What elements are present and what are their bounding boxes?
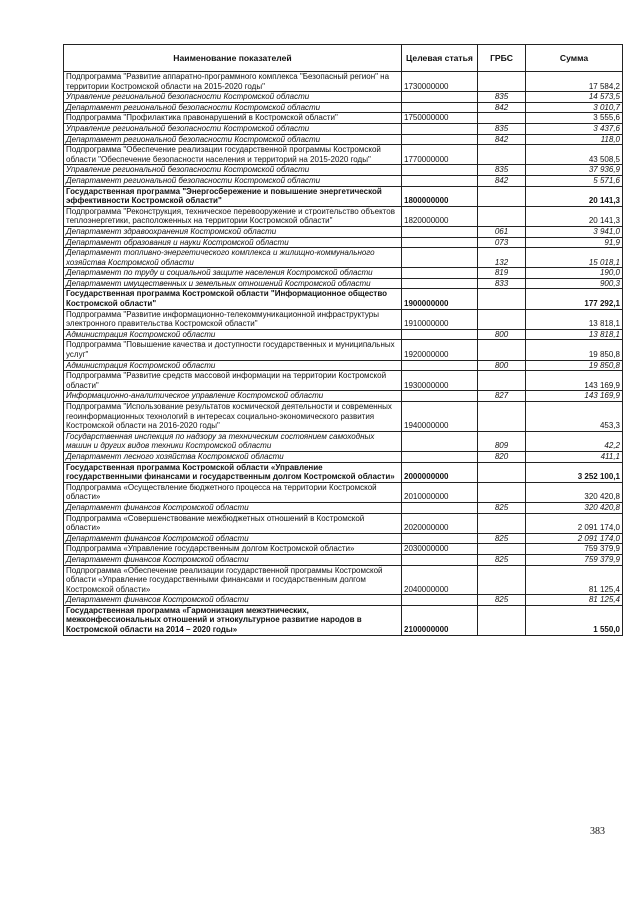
cell-sum: 143 169,9 bbox=[526, 391, 623, 402]
cell-target-article: 1730000000 bbox=[402, 72, 478, 92]
table-row bbox=[64, 533, 623, 544]
cell-name: Государственная программа "Энергосбережение и повышение энергетической эффективности Костромской области" bbox=[64, 186, 402, 206]
cell-grbs: 073 bbox=[478, 237, 526, 248]
cell-name: Подпрограмма "Повышение качества и доступности государственных и муниципальных услуг" bbox=[64, 340, 402, 360]
cell-target-article bbox=[402, 248, 478, 268]
cell-name: Департамент финансов Костромской области bbox=[64, 502, 402, 513]
cell-target-article bbox=[402, 278, 478, 289]
cell-grbs: 825 bbox=[478, 533, 526, 544]
cell-sum: 91,9 bbox=[526, 237, 623, 248]
cell-name: Департамент финансов Костромской области bbox=[64, 533, 402, 544]
table-row bbox=[64, 123, 623, 134]
cell-grbs bbox=[478, 206, 526, 226]
cell-grbs bbox=[478, 145, 526, 165]
cell-sum: 81 125,4 bbox=[526, 595, 623, 606]
table-header-row bbox=[64, 45, 623, 72]
cell-grbs: 833 bbox=[478, 278, 526, 289]
cell-grbs bbox=[478, 289, 526, 309]
cell-name: Администрация Костромской области bbox=[64, 329, 402, 340]
cell-sum: 2 091 174,0 bbox=[526, 513, 623, 533]
cell-name: Подпрограмма «Управление государственным долгом Костромской области» bbox=[64, 544, 402, 555]
cell-target-article: 1940000000 bbox=[402, 402, 478, 432]
cell-grbs: 842 bbox=[478, 134, 526, 145]
table-row bbox=[64, 206, 623, 226]
cell-target-article bbox=[402, 92, 478, 103]
cell-sum: 3 555,6 bbox=[526, 113, 623, 124]
table-row bbox=[64, 371, 623, 391]
cell-name: Государственная программа Костромской области "Информационное общество Костромской области" bbox=[64, 289, 402, 309]
table-row bbox=[64, 268, 623, 279]
table-row bbox=[64, 145, 623, 165]
table-row bbox=[64, 226, 623, 237]
cell-grbs bbox=[478, 565, 526, 595]
table-row bbox=[64, 595, 623, 606]
cell-sum: 320 420,8 bbox=[526, 482, 623, 502]
cell-sum: 43 508,5 bbox=[526, 145, 623, 165]
cell-sum: 3 437,6 bbox=[526, 123, 623, 134]
table-row bbox=[64, 391, 623, 402]
cell-target-article bbox=[402, 533, 478, 544]
cell-sum: 177 292,1 bbox=[526, 289, 623, 309]
cell-target-article bbox=[402, 554, 478, 565]
cell-target-article bbox=[402, 360, 478, 371]
cell-target-article bbox=[402, 502, 478, 513]
cell-name: Департамент по труду и социальной защите населения Костромской области bbox=[64, 268, 402, 279]
table-row bbox=[64, 309, 623, 329]
cell-target-article: 1800000000 bbox=[402, 186, 478, 206]
table-row bbox=[64, 565, 623, 595]
cell-name: Подпрограмма "Использование результатов космической деятельности и современных геоинформационных технологий в интересах социально-экономического развития Костромской области на 2016-2020 годы" bbox=[64, 402, 402, 432]
cell-sum: 15 018,1 bbox=[526, 248, 623, 268]
cell-sum: 14 573,5 bbox=[526, 92, 623, 103]
cell-target-article: 1920000000 bbox=[402, 340, 478, 360]
cell-target-article: 2100000000 bbox=[402, 605, 478, 635]
cell-grbs: 061 bbox=[478, 226, 526, 237]
cell-name: Департамент здравоохранения Костромской области bbox=[64, 226, 402, 237]
cell-sum: 3 252 100,1 bbox=[526, 462, 623, 482]
cell-sum: 42,2 bbox=[526, 431, 623, 451]
cell-name: Подпрограмма "Развитие средств массовой информации на территории Костромской области" bbox=[64, 371, 402, 391]
table-row bbox=[64, 278, 623, 289]
cell-sum: 20 141,3 bbox=[526, 186, 623, 206]
cell-target-article bbox=[402, 237, 478, 248]
cell-name: Департамент образования и науки Костромской области bbox=[64, 237, 402, 248]
cell-grbs: 842 bbox=[478, 175, 526, 186]
cell-name: Подпрограмма «Совершенствование межбюджетных отношений в Костромской области» bbox=[64, 513, 402, 533]
cell-name: Департамент имущественных и земельных отношений Костромской области bbox=[64, 278, 402, 289]
cell-grbs: 842 bbox=[478, 102, 526, 113]
cell-target-article bbox=[402, 451, 478, 462]
cell-name: Департамент региональной безопасности Костромской области bbox=[64, 134, 402, 145]
cell-name: Администрация Костромской области bbox=[64, 360, 402, 371]
cell-target-article bbox=[402, 123, 478, 134]
table-row bbox=[64, 329, 623, 340]
cell-sum: 81 125,4 bbox=[526, 565, 623, 595]
cell-name: Государственная программа Костромской области «Управление государственными финансами и государственным долгом Костромской области» bbox=[64, 462, 402, 482]
cell-sum: 759 379,9 bbox=[526, 544, 623, 555]
cell-grbs: 800 bbox=[478, 329, 526, 340]
cell-name: Подпрограмма "Развитие информационно-телекоммуникационной инфраструктуры электронного правительства Костромской области" bbox=[64, 309, 402, 329]
cell-name: Департамент региональной безопасности Костромской области bbox=[64, 175, 402, 186]
table-row bbox=[64, 402, 623, 432]
cell-grbs bbox=[478, 113, 526, 124]
table-row bbox=[64, 502, 623, 513]
budget-table bbox=[63, 44, 623, 636]
cell-grbs: 825 bbox=[478, 595, 526, 606]
cell-name: Подпрограмма "Развитие аппаратно-программного комплекса "Безопасный регион" на территории Костромской области на 2015-2020 годы" bbox=[64, 72, 402, 92]
cell-name: Государственная инспекция по надзору за техническим состоянием самоходных машин и других видов техники Костромской области bbox=[64, 431, 402, 451]
cell-grbs bbox=[478, 340, 526, 360]
table-row bbox=[64, 544, 623, 555]
cell-target-article: 2020000000 bbox=[402, 513, 478, 533]
cell-name: Подпрограмма "Обеспечение реализации государственной программы Костромской области "Обеспечение безопасности населения и территорий на 2015-2020 годы" bbox=[64, 145, 402, 165]
table-row bbox=[64, 289, 623, 309]
cell-sum: 2 091 174,0 bbox=[526, 533, 623, 544]
cell-name: Подпрограмма "Профилактика правонарушений в Костромской области" bbox=[64, 113, 402, 124]
cell-sum: 37 936,9 bbox=[526, 165, 623, 176]
cell-sum: 19 850,8 bbox=[526, 360, 623, 371]
table-row bbox=[64, 431, 623, 451]
cell-target-article: 1900000000 bbox=[402, 289, 478, 309]
header-grbs: ГРБС bbox=[478, 45, 526, 72]
cell-target-article: 2010000000 bbox=[402, 482, 478, 502]
cell-grbs bbox=[478, 605, 526, 635]
cell-grbs: 835 bbox=[478, 92, 526, 103]
cell-sum: 411,1 bbox=[526, 451, 623, 462]
cell-name: Подпрограмма «Обеспечение реализации государственной программы Костромской области «Управление государственными финансами и государственным долгом Костромской области» bbox=[64, 565, 402, 595]
cell-target-article: 1930000000 bbox=[402, 371, 478, 391]
table-row bbox=[64, 462, 623, 482]
cell-name: Департамент финансов Костромской области bbox=[64, 595, 402, 606]
cell-target-article bbox=[402, 165, 478, 176]
cell-sum: 190,0 bbox=[526, 268, 623, 279]
table-row bbox=[64, 513, 623, 533]
table-row bbox=[64, 175, 623, 186]
cell-target-article: 1770000000 bbox=[402, 145, 478, 165]
cell-target-article bbox=[402, 134, 478, 145]
cell-target-article: 1820000000 bbox=[402, 206, 478, 226]
cell-target-article bbox=[402, 431, 478, 451]
cell-grbs bbox=[478, 462, 526, 482]
cell-sum: 5 571,6 bbox=[526, 175, 623, 186]
cell-sum: 118,0 bbox=[526, 134, 623, 145]
cell-target-article: 2040000000 bbox=[402, 565, 478, 595]
cell-target-article: 1910000000 bbox=[402, 309, 478, 329]
cell-grbs: 819 bbox=[478, 268, 526, 279]
table-row bbox=[64, 340, 623, 360]
table-row bbox=[64, 186, 623, 206]
cell-grbs bbox=[478, 186, 526, 206]
cell-grbs bbox=[478, 544, 526, 555]
page-number: 383 bbox=[590, 826, 605, 837]
cell-grbs bbox=[478, 371, 526, 391]
cell-sum: 3 010,7 bbox=[526, 102, 623, 113]
cell-grbs: 835 bbox=[478, 165, 526, 176]
table-row bbox=[64, 554, 623, 565]
cell-sum: 320 420,8 bbox=[526, 502, 623, 513]
cell-sum: 143 169,9 bbox=[526, 371, 623, 391]
cell-grbs bbox=[478, 309, 526, 329]
cell-name: Подпрограмма "Реконструкция, техническое перевооружение и строительство объектов теплоэнергетики, расположенных на территории Костромской области" bbox=[64, 206, 402, 226]
cell-name: Управление региональной безопасности Костромской области bbox=[64, 92, 402, 103]
cell-target-article bbox=[402, 102, 478, 113]
table-row bbox=[64, 102, 623, 113]
cell-target-article: 1750000000 bbox=[402, 113, 478, 124]
cell-grbs: 827 bbox=[478, 391, 526, 402]
table-row bbox=[64, 248, 623, 268]
cell-sum: 3 941,0 bbox=[526, 226, 623, 237]
table-row bbox=[64, 237, 623, 248]
table-body bbox=[64, 72, 623, 636]
table-row bbox=[64, 360, 623, 371]
cell-name: Департамент топливно-энергетического комплекса и жилищно-коммунального хозяйства Костромской области bbox=[64, 248, 402, 268]
cell-grbs bbox=[478, 72, 526, 92]
table-row bbox=[64, 165, 623, 176]
table-row bbox=[64, 482, 623, 502]
cell-grbs: 820 bbox=[478, 451, 526, 462]
cell-target-article bbox=[402, 595, 478, 606]
cell-grbs: 132 bbox=[478, 248, 526, 268]
cell-sum: 453,3 bbox=[526, 402, 623, 432]
cell-grbs: 800 bbox=[478, 360, 526, 371]
cell-grbs: 825 bbox=[478, 554, 526, 565]
table-row bbox=[64, 72, 623, 92]
header-target-article: Целевая статья bbox=[402, 45, 478, 72]
cell-sum: 20 141,3 bbox=[526, 206, 623, 226]
cell-name: Департамент финансов Костромской области bbox=[64, 554, 402, 565]
cell-target-article: 2000000000 bbox=[402, 462, 478, 482]
cell-sum: 1 550,0 bbox=[526, 605, 623, 635]
cell-sum: 759 379,9 bbox=[526, 554, 623, 565]
cell-target-article bbox=[402, 175, 478, 186]
cell-grbs bbox=[478, 482, 526, 502]
cell-name: Управление региональной безопасности Костромской области bbox=[64, 165, 402, 176]
header-name: Наименование показателей bbox=[64, 45, 402, 72]
cell-target-article bbox=[402, 226, 478, 237]
cell-grbs: 809 bbox=[478, 431, 526, 451]
cell-grbs: 825 bbox=[478, 502, 526, 513]
cell-target-article bbox=[402, 391, 478, 402]
cell-grbs: 835 bbox=[478, 123, 526, 134]
cell-sum: 900,3 bbox=[526, 278, 623, 289]
cell-name: Департамент региональной безопасности Костромской области bbox=[64, 102, 402, 113]
cell-name: Государственная программа «Гармонизация межэтнических, межконфессиональных отношений и этнокультурное развитие народов в Костромской области на 2014 – 2020 годы» bbox=[64, 605, 402, 635]
table-row bbox=[64, 605, 623, 635]
cell-target-article bbox=[402, 268, 478, 279]
table-row bbox=[64, 451, 623, 462]
cell-name: Подпрограмма «Осуществление бюджетного процесса на территории Костромской области» bbox=[64, 482, 402, 502]
cell-sum: 13 818,1 bbox=[526, 329, 623, 340]
cell-sum: 19 850,8 bbox=[526, 340, 623, 360]
header-sum: Сумма bbox=[526, 45, 623, 72]
cell-name: Информационно-аналитическое управление Костромской области bbox=[64, 391, 402, 402]
table-row bbox=[64, 113, 623, 124]
cell-target-article bbox=[402, 329, 478, 340]
cell-target-article: 2030000000 bbox=[402, 544, 478, 555]
cell-sum: 17 584,2 bbox=[526, 72, 623, 92]
table-row bbox=[64, 92, 623, 103]
cell-grbs bbox=[478, 513, 526, 533]
cell-name: Управление региональной безопасности Костромской области bbox=[64, 123, 402, 134]
table-row bbox=[64, 134, 623, 145]
cell-name: Департамент лесного хозяйства Костромской области bbox=[64, 451, 402, 462]
cell-sum: 13 818,1 bbox=[526, 309, 623, 329]
cell-grbs bbox=[478, 402, 526, 432]
